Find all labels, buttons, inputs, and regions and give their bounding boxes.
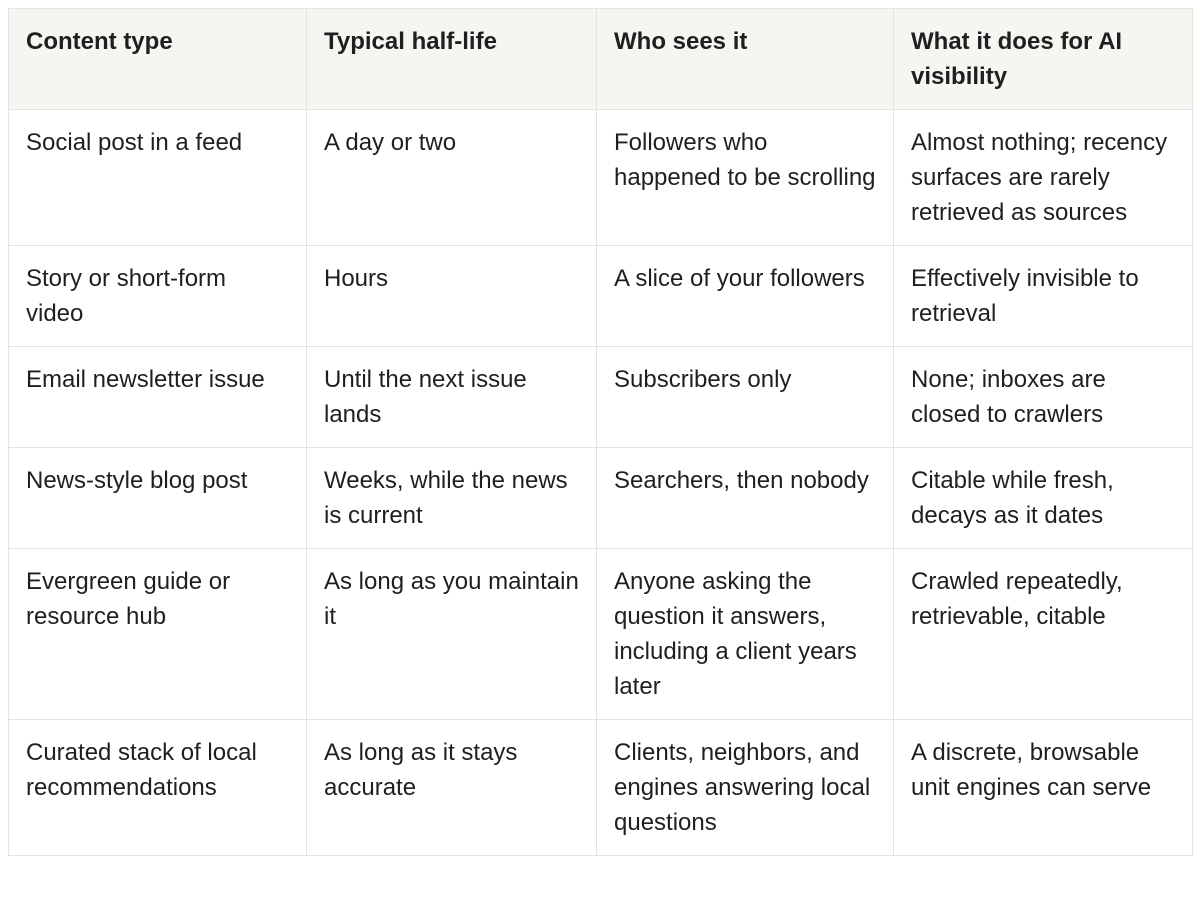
cell-half-life: Hours (307, 246, 597, 347)
table-row (9, 448, 1193, 549)
cell-content-type: Social post in a feed (9, 110, 307, 246)
table-header (9, 9, 1193, 110)
cell-half-life: As long as you maintain it (307, 549, 597, 720)
cell-ai-visibility: Almost nothing; recency surfaces are rarely retrieved as sources (894, 110, 1193, 246)
cell-content-type: Evergreen guide or resource hub (9, 549, 307, 720)
content-table-container (8, 8, 1193, 856)
cell-content-type: Curated stack of local recommendations (9, 720, 307, 856)
cell-audience: Followers who happened to be scrolling (597, 110, 894, 246)
table-row (9, 549, 1193, 720)
cell-audience: Anyone asking the question it answers, including a client years later (597, 549, 894, 720)
header-typical-half-life: Typical half-life (307, 9, 597, 110)
cell-audience: Clients, neighbors, and engines answering local questions (597, 720, 894, 856)
header-who-sees-it: Who sees it (597, 9, 894, 110)
content-half-life-table (8, 8, 1193, 856)
table-body (9, 110, 1193, 856)
header-content-type: Content type (9, 9, 307, 110)
cell-audience: Searchers, then nobody (597, 448, 894, 549)
cell-ai-visibility: Citable while fresh, decays as it dates (894, 448, 1193, 549)
cell-ai-visibility: A discrete, browsable unit engines can serve (894, 720, 1193, 856)
cell-ai-visibility: None; inboxes are closed to crawlers (894, 347, 1193, 448)
table-row (9, 347, 1193, 448)
cell-half-life: Until the next issue lands (307, 347, 597, 448)
cell-half-life: Weeks, while the news is current (307, 448, 597, 549)
table-row (9, 110, 1193, 246)
cell-half-life: A day or two (307, 110, 597, 246)
cell-ai-visibility: Effectively invisible to retrieval (894, 246, 1193, 347)
header-row (9, 9, 1193, 110)
table-row (9, 246, 1193, 347)
cell-half-life: As long as it stays accurate (307, 720, 597, 856)
header-ai-visibility: What it does for AI visibility (894, 9, 1193, 110)
cell-content-type: Email newsletter issue (9, 347, 307, 448)
cell-ai-visibility: Crawled repeatedly, retrievable, citable (894, 549, 1193, 720)
cell-content-type: Story or short-form video (9, 246, 307, 347)
cell-audience: Subscribers only (597, 347, 894, 448)
table-row (9, 720, 1193, 856)
cell-content-type: News-style blog post (9, 448, 307, 549)
cell-audience: A slice of your followers (597, 246, 894, 347)
